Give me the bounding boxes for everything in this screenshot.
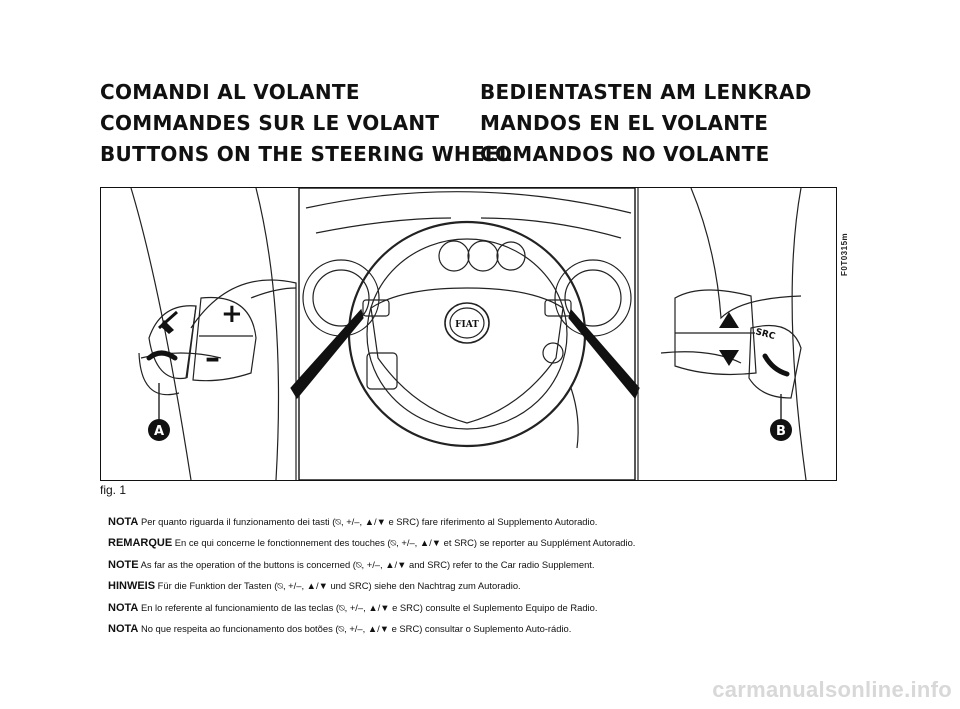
notes-list	[108, 511, 848, 639]
note-label: NOTA	[108, 601, 139, 614]
figure-illustration	[101, 188, 836, 480]
titles-right	[480, 78, 860, 171]
steering-wheel-figure	[100, 187, 837, 481]
note-text: En ce qui concerne le fonctionnement des touches (⍉, +/–, ▲/▼ et SRC) se reporter au Supplément Autoradio.	[174, 537, 636, 549]
title-pt: COMANDOS NO VOLANTE	[480, 142, 770, 166]
note-label: NOTA	[108, 622, 139, 635]
callout-a: A	[153, 424, 165, 439]
note-text: En lo referente al funcionamiento de las teclas (⍉, +/–, ▲/▼ e SRC) consulte el Suplemento Equipo de Radio.	[140, 601, 598, 613]
title-it: COMANDI AL VOLANTE	[100, 80, 360, 104]
plus-symbol: +	[221, 299, 243, 329]
note-es	[108, 597, 848, 618]
figure-code: F0T0315m	[840, 232, 849, 276]
note-text: Für die Funktion der Tasten (⍉, +/–, ▲/▼ und SRC) siehe den Nachtrag zum Autoradio.	[157, 580, 521, 592]
note-text: No que respeita ao funcionamento dos botões (⍉, +/–, ▲/▼ e SRC) consultar o Suplemento Auto-rádio.	[140, 622, 572, 634]
fiat-logo: FIAT	[455, 320, 479, 330]
title-en: BUTTONS ON THE STEERING WHEEL	[100, 142, 512, 166]
note-de	[108, 575, 848, 596]
note-fr	[108, 532, 848, 553]
titles-left	[100, 78, 512, 171]
title-de: BEDIENTASTEN AM LENKRAD	[480, 80, 812, 104]
note-en	[108, 554, 848, 575]
title-es: MANDOS EN EL VOLANTE	[480, 111, 769, 135]
note-label: REMARQUE	[108, 537, 173, 550]
note-text: As far as the operation of the buttons is concerned (⍉, +/–, ▲/▼ and SRC) refer to the Car radio Supplement.	[140, 558, 595, 570]
note-pt	[108, 618, 848, 639]
up-arrow-icon	[719, 312, 739, 328]
phone-end-icon	[765, 356, 787, 374]
down-arrow-icon	[719, 350, 739, 366]
note-label: NOTE	[108, 558, 139, 571]
title-fr: COMMANDES SUR LE VOLANT	[100, 111, 440, 135]
phone-icon	[149, 353, 175, 358]
src-label: SRC	[754, 327, 777, 343]
minus-symbol: –	[205, 341, 220, 376]
note-text: Per quanto riguarda il funzionamento dei tasti (⍉, +/–, ▲/▼ e SRC) fare riferimento al Supplemento Autoradio.	[140, 516, 598, 527]
figure-label: fig. 1	[100, 483, 127, 497]
callout-b: B	[776, 424, 786, 439]
watermark: carmanualsonline.info	[712, 677, 952, 702]
note-label: HINWEIS	[108, 580, 156, 593]
note-it	[108, 511, 848, 532]
note-label: NOTA	[108, 516, 139, 528]
